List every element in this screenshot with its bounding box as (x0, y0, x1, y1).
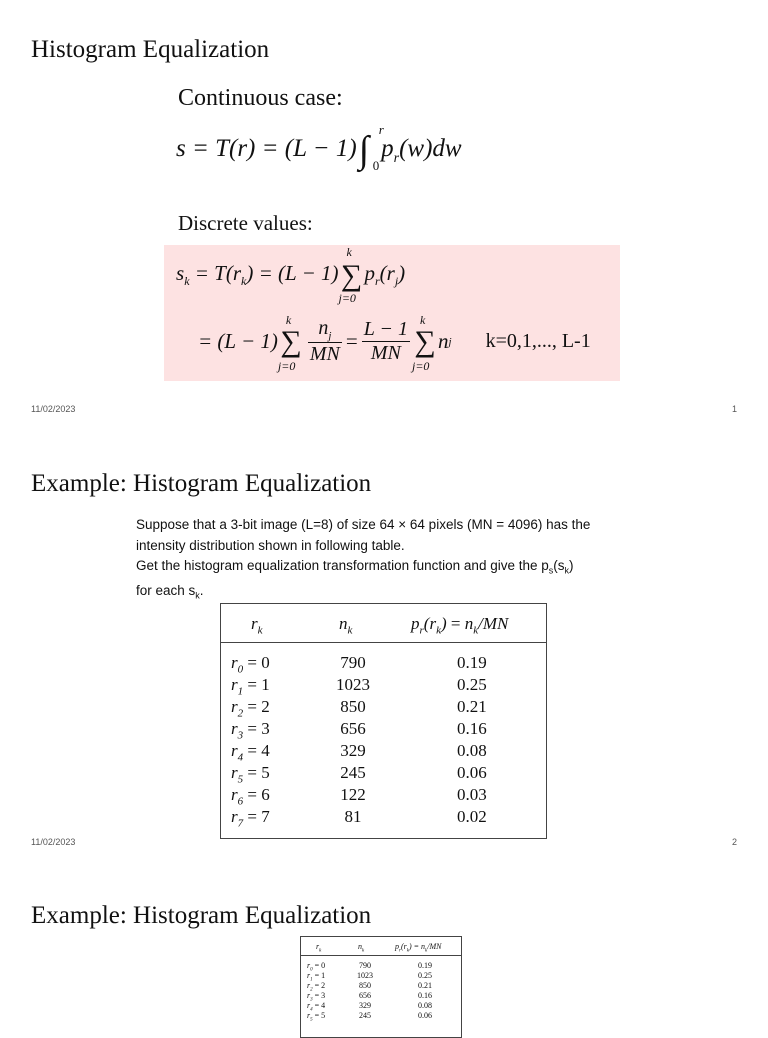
row-p: 0.08 (457, 741, 487, 760)
para-line-4-b: . (199, 583, 204, 599)
eq2-sum2-sign: ∑ k j=0 (412, 312, 436, 373)
eq1-p: p (364, 261, 375, 285)
header-nk: $n_k$ (339, 614, 353, 637)
slide3-title: Example: Histogram Equalization (31, 902, 372, 929)
para-line-3-a: Get the histogram equalization transformation function and give the p (136, 558, 549, 573)
small-table-row: $r_5 = 5$ 245 0.06 (307, 1011, 432, 1023)
small-table-row: $r_4 = 4$ 329 0.08 (307, 1001, 432, 1013)
eq2-frac1-num: n (318, 317, 329, 339)
table-row (231, 719, 531, 741)
small-table-header (301, 937, 461, 956)
row-n: 656 (340, 719, 366, 738)
slide1-page-number: 1 (732, 404, 738, 414)
small-table-row: $r_1 = 1$ 1023 0.25 (307, 971, 432, 983)
para-line-1: Suppose that a 3-bit image (L=8) of size 64 × 64 pixels (MN = 4096) has the (136, 517, 591, 532)
small-table-row: $r_3 = 3$ 656 0.16 (307, 991, 432, 1003)
row-p: 0.25 (457, 675, 487, 694)
table-row (231, 697, 531, 719)
discrete-values-label: Discrete values: (178, 211, 313, 235)
table-row (231, 741, 531, 763)
table-row (231, 785, 531, 807)
row-n: 850 (340, 697, 366, 716)
para-line-2: intensity distribution shown in following table. (136, 537, 405, 553)
row-p: 0.19 (457, 653, 487, 672)
row-p: 0.16 (457, 719, 487, 738)
row-n: 329 (340, 741, 366, 760)
eq2-fraction2 (362, 318, 410, 365)
row-r: $r_6 = 6$ (231, 785, 270, 808)
row-p: 0.06 (457, 763, 487, 782)
row-n: 81 (344, 807, 362, 826)
continuous-eq-rest: (w)dw (399, 135, 462, 162)
integral-upper: r (378, 122, 384, 137)
eq2-equals: = (345, 329, 358, 353)
row-p: 0.21 (457, 697, 487, 716)
eq1-r-sub: j (394, 274, 399, 289)
para-line-3-sub1: s (548, 565, 554, 576)
eq2-range: k=0,1,..., L-1 (485, 330, 591, 352)
row-n: 122 (340, 785, 366, 804)
small-header-pr: $p_r(r_k) = n_k/MN$ (395, 942, 442, 954)
continuous-case-label: Continuous case: (178, 85, 343, 111)
table-row (231, 675, 531, 697)
table-row (231, 653, 531, 675)
eq2-sum-upper: k (285, 312, 292, 327)
para-line-3-sub2: k (564, 565, 569, 576)
eq1-s: s (176, 261, 185, 285)
row-r: $r_4 = 4$ (231, 741, 270, 764)
eq1-mid: = T(r (189, 261, 242, 285)
eq1-mid-sub: k (241, 274, 247, 289)
integral-sign: ∫ r 0 (358, 122, 384, 173)
eq2-frac2-den: MN (370, 342, 401, 364)
slide2-page-number: 2 (732, 837, 738, 847)
row-r: $r_0 = 0$ (231, 653, 270, 676)
intensity-distribution-table (220, 603, 547, 839)
row-r: $r_2 = 2$ (231, 697, 270, 720)
eq1-p-sub: r (374, 274, 380, 289)
eq2-n: n (438, 329, 449, 353)
para-line-4-sub: k (195, 590, 200, 601)
eq2-sum2-lower: j=0 (412, 358, 430, 373)
eq1-r-close: ) (398, 261, 406, 285)
para-line-3-c: ) (569, 558, 574, 573)
eq1-mid-end: ) = (L − 1) (246, 261, 339, 285)
table-header-row (221, 604, 546, 643)
continuous-eq-integrand-sub: r (393, 151, 400, 166)
eq1-s-sub: k (184, 274, 190, 289)
slide2-date: 11/02/2023 (31, 837, 76, 847)
para-line-3-b: (s (553, 558, 565, 573)
para-line-4-a: for each s (136, 583, 196, 599)
eq2-sum-lower: j=0 (277, 358, 296, 373)
row-p: 0.02 (457, 807, 487, 826)
eq2-frac2-num: L − 1 (363, 318, 408, 340)
small-header-nk: $n_k$ (358, 942, 365, 954)
slide1-date: 11/02/2023 (31, 404, 76, 414)
discrete-equation-line1 (176, 245, 406, 305)
small-table-row: $r_0 = 0$ 790 0.19 (307, 961, 432, 973)
row-r: $r_3 = 3$ (231, 719, 270, 742)
para-line-3 (136, 556, 636, 581)
row-r: $r_1 = 1$ (231, 675, 270, 698)
small-table-row: $r_2 = 2$ 850 0.21 (307, 981, 432, 993)
row-r: $r_7 = 7$ (231, 807, 270, 830)
eq2-n-sub: j (448, 335, 452, 348)
row-p: 0.03 (457, 785, 487, 804)
small-intensity-table (300, 936, 462, 1038)
eq2-sum2-upper: k (420, 312, 426, 327)
small-header-rk: $r_k$ (316, 942, 322, 954)
eq1-sum-upper: k (346, 245, 352, 259)
eq1-r-open: (r (379, 261, 395, 285)
row-n: 1023 (336, 675, 370, 694)
table-row (231, 763, 531, 785)
eq2-sum-sign: ∑ k j=0 (277, 312, 302, 373)
row-n: 245 (340, 763, 366, 782)
eq2-fraction1 (308, 317, 342, 366)
slide2-title: Example: Histogram Equalization (31, 470, 372, 497)
continuous-equation (176, 122, 462, 173)
header-pr: $p_r(r_k) = n_k/MN$ (411, 614, 509, 637)
row-r: $r_5 = 5$ (231, 763, 270, 786)
eq2-lead: = (L − 1) (198, 329, 278, 353)
eq2-frac1-den: MN (309, 343, 340, 365)
continuous-eq-lhs: s = T(r) = (L − 1) (176, 135, 357, 162)
header-rk: $r_k$ (251, 614, 263, 637)
discrete-equation-box (164, 245, 620, 381)
eq1-sum-lower: j=0 (338, 291, 356, 305)
discrete-equation-line2 (198, 312, 591, 373)
eq1-sum-sign: ∑ k j=0 (338, 245, 363, 305)
integral-lower: 0 (372, 158, 380, 173)
row-n: 790 (340, 653, 366, 672)
slide1-title: Histogram Equalization (31, 36, 270, 63)
eq2-frac1-num-sub: j (328, 330, 332, 342)
table-row (231, 807, 531, 829)
slide2-paragraph (136, 515, 636, 606)
continuous-eq-integrand: p (381, 135, 394, 162)
